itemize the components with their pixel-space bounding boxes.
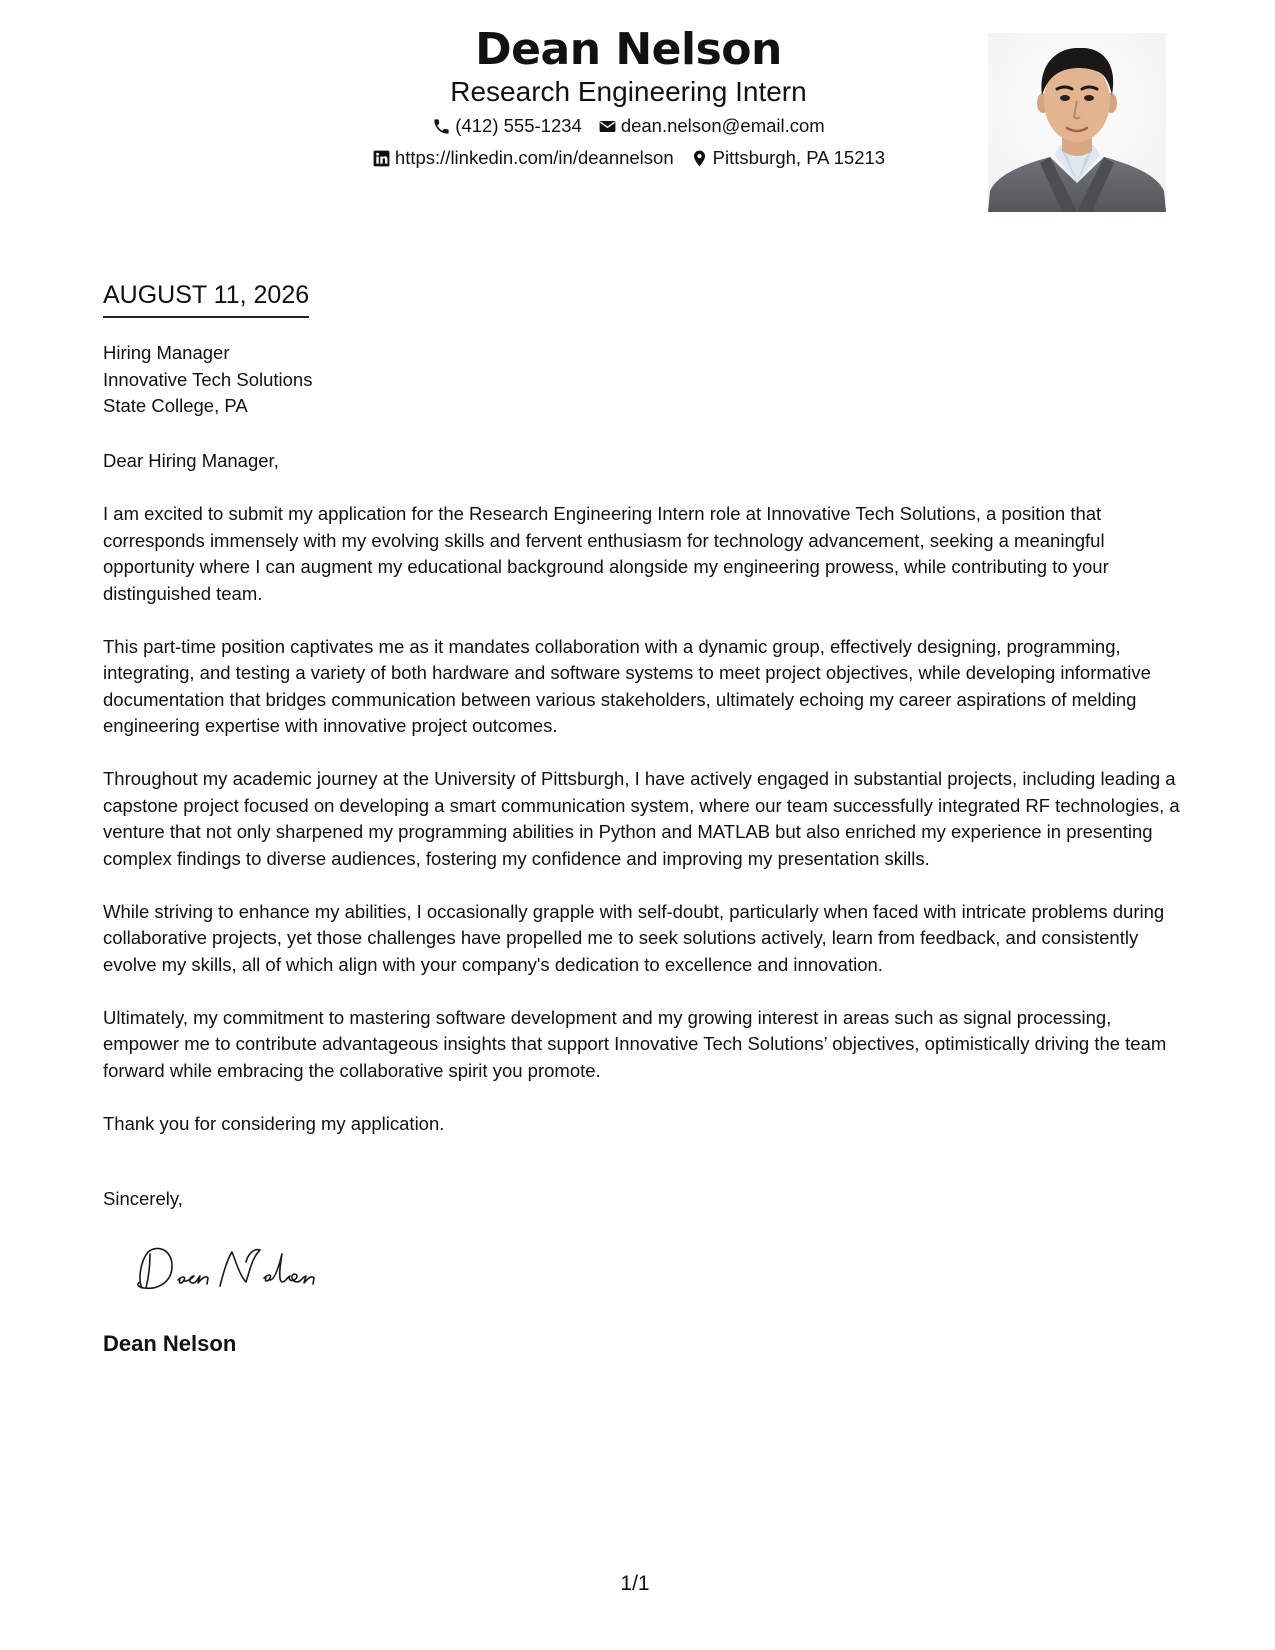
envelope-icon (598, 117, 617, 136)
salutation: Dear Hiring Manager, (103, 450, 279, 471)
body-paragraph: I am excited to submit my application for the Research Engineering Intern role at Innovative Tech Solutions, a position that corresponds immensely with my evolving skills and fervent enthusiasm for technology advancement, seeking a meaningful opportunity where I can augment my educational background alongside my engineering prowess, while contributing to your distinguished team. (103, 503, 1109, 604)
closing-phrase: Sincerely, (103, 1188, 183, 1209)
signer-name: Dean Nelson (103, 1331, 237, 1356)
profile-photo (988, 33, 1166, 212)
handwritten-signature (128, 1240, 348, 1300)
letter-date-block (103, 279, 309, 318)
phone-icon (432, 117, 451, 136)
map-pin-icon (690, 149, 709, 168)
email-text: dean.nelson@email.com (620, 115, 825, 136)
applicant-role: Research Engineering Intern (450, 76, 807, 107)
body-paragraph: Ultimately, my commitment to mastering software development and my growing interest in areas such as signal processing, empower me to contribute advantageous insights that support Innovative Tech Solutions’ objectives, optimistically driving the team forward while embracing the collaborative spirit you promote. (103, 1006, 1167, 1081)
recipient-title: Hiring Manager (103, 342, 230, 363)
body-paragraph: While striving to enhance my abilities, I occasionally grapple with self-doubt, particularly when faced with intricate problems during collaborative projects, yet those challenges have propelled me to seek solutions actively, learn from feedback, and consistently evolve my skills, all of which align with your company's dedication to excellence and innovation. (103, 900, 1165, 975)
recipient-company: Innovative Tech Solutions (103, 368, 313, 390)
body-paragraph: This part-time position captivates me as it mandates collaboration with a dynamic group, effectively designing, programming, integrating, and testing a variety of both hardware and software systems to meet project objectives, while developing informative documentation that bridges communication between various stakeholders, ultimately echoing my career aspirations of melding engineering expertise with innovative project outcomes. (103, 635, 1151, 736)
recipient-location: State College, PA (103, 395, 248, 416)
contact-linkedin[interactable] (372, 145, 674, 171)
portrait-illustration (988, 33, 1166, 212)
contact-email[interactable] (598, 113, 825, 139)
letter-date: AUGUST 11, 2026 (103, 279, 309, 318)
applicant-name: Dean Nelson (475, 24, 782, 75)
contact-phone (432, 113, 582, 139)
linkedin-icon (372, 149, 391, 168)
location-text: Pittsburgh, PA 15213 (712, 147, 886, 168)
page-number: 1/1 (620, 1572, 650, 1595)
recipient-block (103, 340, 312, 420)
body-paragraph: Throughout my academic journey at the University of Pittsburgh, I have actively engaged in substantial projects, including leading a capstone project focused on developing a smart communication system, where our team successfully integrated RF technologies, a venture that not only sharpened my programming abilities in Python and MATLAB but also enriched my experience in presenting complex findings to diverse audiences, fostering my confidence and improving my presentation skills. (103, 768, 1180, 869)
linkedin-text: https://linkedin.com/in/deannelson (394, 147, 674, 168)
body-paragraph: Thank you for considering my application. (103, 1112, 445, 1134)
phone-text: (412) 555-1234 (455, 115, 582, 136)
letter-body (103, 448, 1183, 1164)
contact-location (690, 145, 885, 171)
